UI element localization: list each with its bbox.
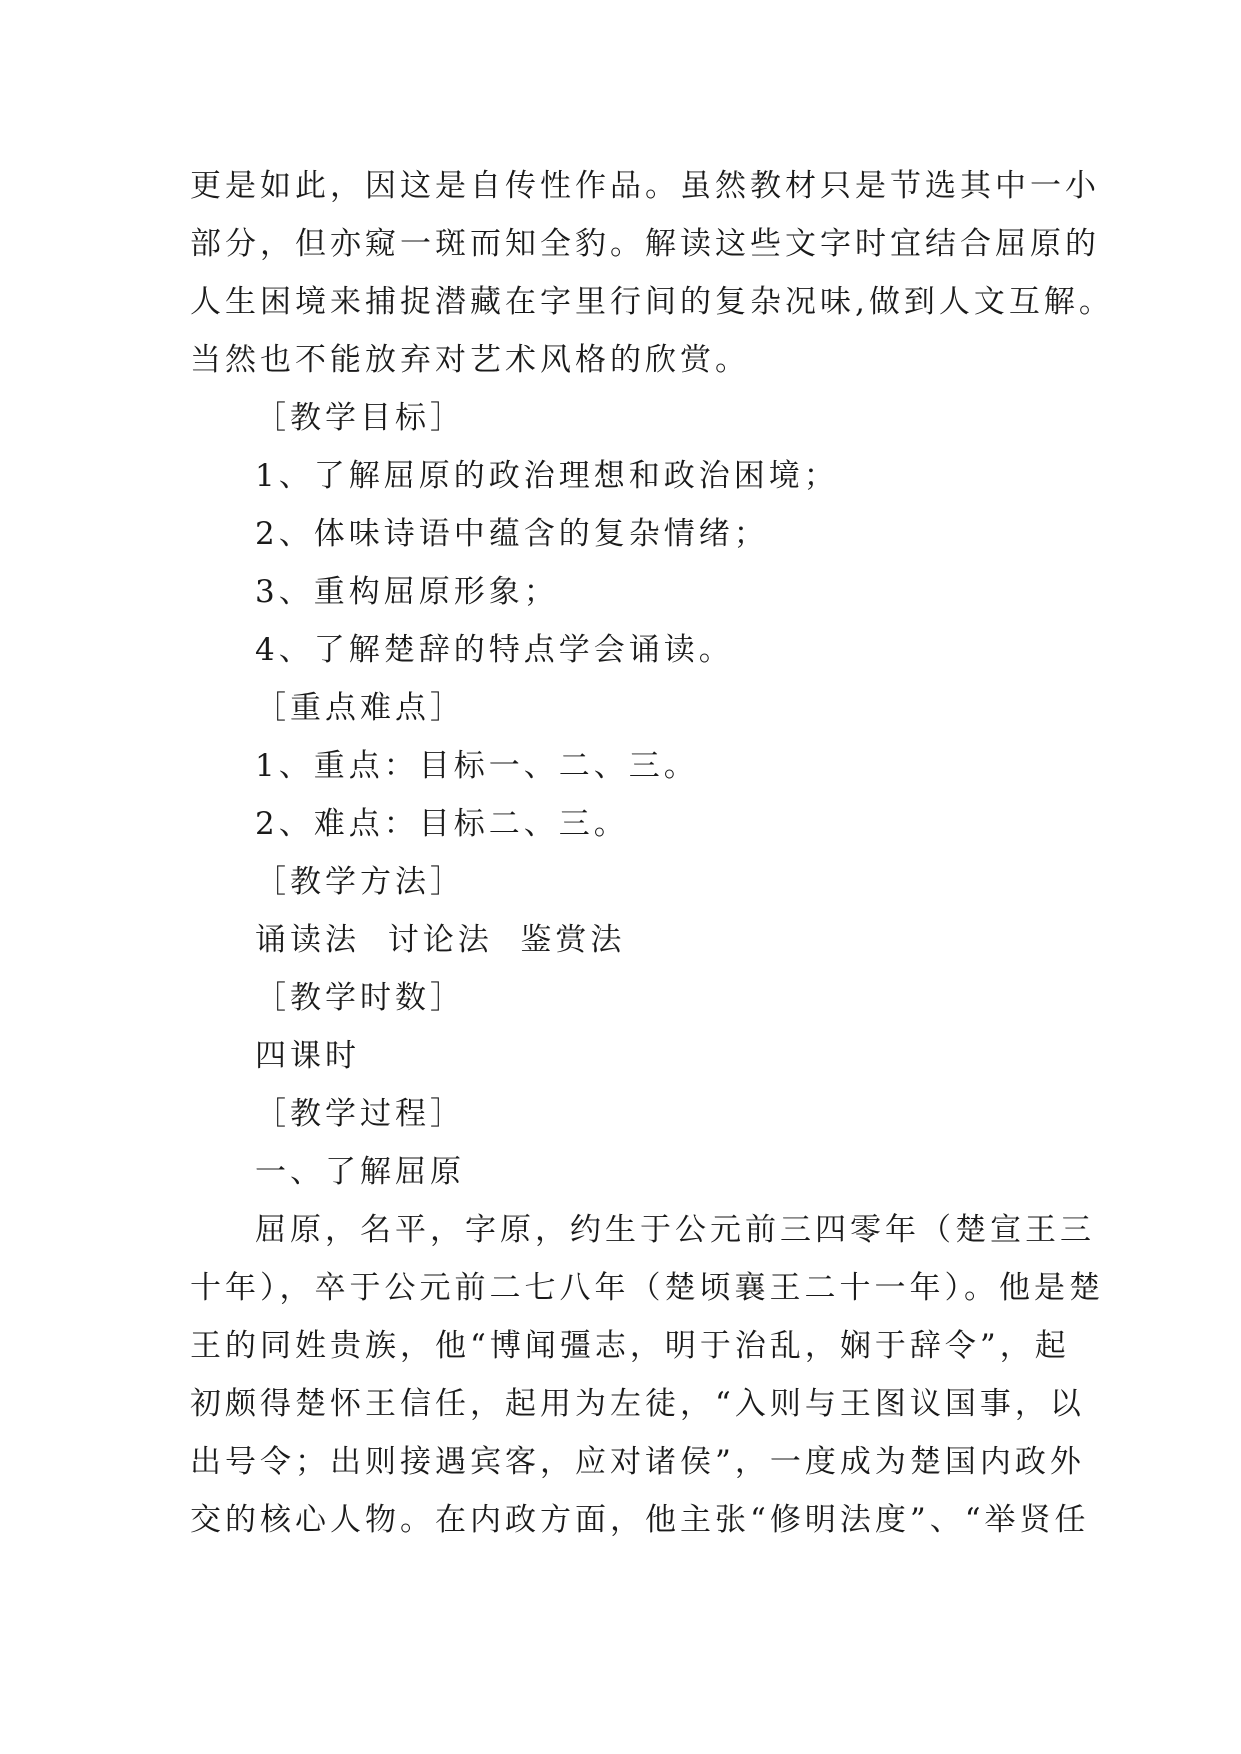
- section-heading-hours: ［教学时数］: [255, 980, 465, 1016]
- paragraph-line: 人生困境来捕捉潜藏在字里行间的复杂况味,做到人文互解。: [190, 284, 1114, 320]
- section-title: 一、了解屈原: [255, 1154, 465, 1190]
- paragraph-line: 王的同姓贵族，他“博闻彊志，明于治乱，娴于辞令”，起: [190, 1328, 1070, 1364]
- paragraph-line: 部分，但亦窥一斑而知全豹。解读这些文字时宜结合屈原的: [190, 226, 1100, 262]
- goal-item: 4、了解楚辞的特点学会诵读。: [255, 632, 734, 668]
- paragraph-line: 屈原，名平，字原，约生于公元前三四零年（楚宣王三: [255, 1212, 1095, 1248]
- section-heading-key-points: ［重点难点］: [255, 690, 465, 726]
- methods-text: 诵读法 讨论法 鉴赏法: [255, 922, 626, 958]
- paragraph-line: 当然也不能放弃对艺术风格的欣赏。: [190, 342, 750, 378]
- section-heading-goals: ［教学目标］: [255, 400, 465, 436]
- section-heading-process: ［教学过程］: [255, 1096, 465, 1132]
- goal-item: 1、了解屈原的政治理想和政治困境；: [255, 458, 839, 494]
- paragraph-line: 十年），卒于公元前二七八年（楚顷襄王二十一年）。他是楚: [190, 1270, 1104, 1306]
- key-point-item: 2、难点：目标二、三。: [255, 806, 629, 842]
- goal-item: 3、重构屈原形象；: [255, 574, 559, 610]
- paragraph-line: 交的核心人物。在内政方面，他主张“修明法度”、“举贤任: [190, 1502, 1090, 1538]
- paragraph-line: 出号令；出则接遇宾客，应对诸侯”，一度成为楚国内政外: [190, 1444, 1085, 1480]
- key-point-item: 1、重点：目标一、二、三。: [255, 748, 699, 784]
- paragraph-line: 更是如此，因这是自传性作品。虽然教材只是节选其中一小: [190, 168, 1100, 204]
- paragraph-line: 初颇得楚怀王信任，起用为左徒，“入则与王图议国事，以: [190, 1386, 1085, 1422]
- goal-item: 2、体味诗语中蕴含的复杂情绪；: [255, 516, 769, 552]
- section-heading-methods: ［教学方法］: [255, 864, 465, 900]
- hours-text: 四课时: [255, 1038, 360, 1074]
